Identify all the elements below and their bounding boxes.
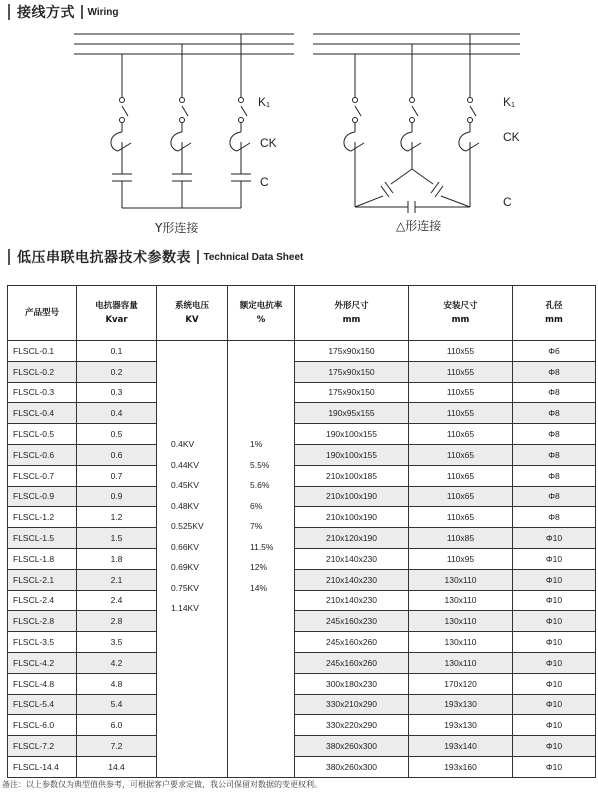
- cell-hole-diameter: Φ10: [513, 715, 596, 736]
- cell-install-size: 193x140: [409, 736, 513, 757]
- delta-capacitor-triangle: [355, 169, 470, 213]
- table-row: [8, 444, 596, 465]
- cell-hole-diameter: Φ10: [513, 652, 596, 673]
- table-row: [8, 694, 596, 715]
- cell-capacity: 2.1: [77, 569, 157, 590]
- cell-outline-size: 380x260x300: [295, 736, 409, 757]
- cell-outline-size: 210x140x230: [295, 569, 409, 590]
- cell-capacity: 0.4: [77, 403, 157, 424]
- header-reactance: 额定电抗率 %: [228, 286, 295, 341]
- table-row: [8, 673, 596, 694]
- reactance-value: 12%: [250, 562, 268, 572]
- y-caption: Y形连接: [155, 221, 199, 235]
- cell-capacity: 3.5: [77, 632, 157, 653]
- table-row: [8, 736, 596, 757]
- cell-capacity: 14.4: [77, 756, 157, 777]
- title-bar: [8, 249, 10, 265]
- cell-outline-size: 380x260x300: [295, 756, 409, 777]
- cell-install-size: 110x55: [409, 403, 513, 424]
- y-label-ck: CK: [260, 136, 277, 150]
- cell-capacity: 0.5: [77, 424, 157, 445]
- cell-capacity: 4.2: [77, 652, 157, 673]
- cell-hole-diameter: Φ10: [513, 673, 596, 694]
- cell-model: FLSCL-0.1: [8, 341, 77, 362]
- cell-model: FLSCL-4.8: [8, 673, 77, 694]
- header-voltage: 系统电压 KV: [157, 286, 228, 341]
- table-row: [8, 486, 596, 507]
- table-row: [8, 528, 596, 549]
- cell-capacity: 2.8: [77, 611, 157, 632]
- y-busbar: [74, 34, 294, 54]
- cell-hole-diameter: Φ8: [513, 465, 596, 486]
- title-separator: [81, 5, 83, 19]
- cell-outline-size: 210x100x185: [295, 465, 409, 486]
- cell-hole-diameter: Φ10: [513, 694, 596, 715]
- delta-label-k: K₁: [503, 95, 516, 109]
- cell-capacity: 6.0: [77, 715, 157, 736]
- table-row: [8, 611, 596, 632]
- header-install-size: 安装尺寸 mm: [409, 286, 513, 341]
- cell-model: FLSCL-2.4: [8, 590, 77, 611]
- delta-branch-3: [459, 34, 479, 207]
- voltage-value: 0.48KV: [171, 500, 199, 511]
- cell-capacity: 0.7: [77, 465, 157, 486]
- cell-install-size: 110x95: [409, 548, 513, 569]
- cell-outline-size: 190x95x155: [295, 403, 409, 424]
- cell-install-size: 110x55: [409, 361, 513, 382]
- cell-model: FLSCL-5.4: [8, 694, 77, 715]
- reactance-value: 5.6%: [250, 480, 270, 490]
- cell-model: FLSCL-0.2: [8, 361, 77, 382]
- title-separator: [197, 250, 199, 264]
- header-capacity: 电抗器容量 Kvar: [77, 286, 157, 341]
- cell-hole-diameter: Φ8: [513, 403, 596, 424]
- cell-outline-size: 175x90x150: [295, 382, 409, 403]
- cell-hole-diameter: Φ8: [513, 424, 596, 445]
- cell-model: FLSCL-0.4: [8, 403, 77, 424]
- cell-outline-size: 300x180x230: [295, 673, 409, 694]
- delta-busbar: [313, 34, 520, 54]
- cell-install-size: 193x130: [409, 694, 513, 715]
- reactance-value: 11.5%: [250, 541, 274, 552]
- cell-hole-diameter: Φ8: [513, 486, 596, 507]
- cell-capacity: 0.3: [77, 382, 157, 403]
- cell-install-size: 110x65: [409, 465, 513, 486]
- cell-install-size: 110x65: [409, 486, 513, 507]
- delta-caption: △形连接: [396, 219, 442, 233]
- voltage-value: 0.44KV: [171, 459, 199, 470]
- delta-label-c: C: [503, 195, 512, 209]
- cell-install-size: 170x120: [409, 673, 513, 694]
- cell-install-size: 193x160: [409, 756, 513, 777]
- cell-reactance-rate: [228, 341, 295, 778]
- reactance-value: 5.5%: [250, 459, 270, 470]
- cell-capacity: 2.4: [77, 590, 157, 611]
- section-title-table: [0, 247, 303, 267]
- table-row: [8, 632, 596, 653]
- y-branch-2: [171, 44, 192, 208]
- cell-install-size: 130x110: [409, 652, 513, 673]
- cell-outline-size: 210x120x190: [295, 528, 409, 549]
- table-row: [8, 590, 596, 611]
- cell-outline-size: 330x220x290: [295, 715, 409, 736]
- cell-model: FLSCL-4.2: [8, 652, 77, 673]
- table-row: [8, 403, 596, 424]
- reactance-value: 6%: [250, 500, 263, 511]
- cell-model: FLSCL-7.2: [8, 736, 77, 757]
- cell-model: FLSCL-2.8: [8, 611, 77, 632]
- cell-hole-diameter: Φ6: [513, 341, 596, 362]
- cell-hole-diameter: Φ8: [513, 361, 596, 382]
- table-row: [8, 382, 596, 403]
- header-model: 产品型号: [8, 286, 77, 341]
- voltage-value: 1.14KV: [171, 603, 199, 613]
- cell-capacity: 0.9: [77, 486, 157, 507]
- cell-outline-size: 245x160x230: [295, 611, 409, 632]
- table-row: [8, 756, 596, 777]
- cell-model: FLSCL-6.0: [8, 715, 77, 736]
- cell-capacity: 1.5: [77, 528, 157, 549]
- cell-model: FLSCL-0.5: [8, 424, 77, 445]
- voltage-value: 0.66KV: [171, 541, 199, 552]
- voltage-value: 0.69KV: [171, 562, 199, 572]
- cell-hole-diameter: Φ10: [513, 528, 596, 549]
- table-row: [8, 715, 596, 736]
- cell-install-size: 130x110: [409, 590, 513, 611]
- title-bar: [8, 4, 10, 20]
- cell-model: FLSCL-3.5: [8, 632, 77, 653]
- table-row: [8, 548, 596, 569]
- cell-install-size: 130x110: [409, 632, 513, 653]
- cell-capacity: 0.6: [77, 444, 157, 465]
- cell-outline-size: 330x210x290: [295, 694, 409, 715]
- reactance-value: 14%: [250, 582, 268, 593]
- cell-outline-size: 210x100x190: [295, 486, 409, 507]
- cell-capacity: 7.2: [77, 736, 157, 757]
- cell-outline-size: 210x100x190: [295, 507, 409, 528]
- cell-hole-diameter: Φ10: [513, 611, 596, 632]
- table-row: [8, 424, 596, 445]
- table-row: [8, 507, 596, 528]
- cell-outline-size: 175x90x150: [295, 341, 409, 362]
- y-branch-1: [111, 54, 132, 208]
- cell-install-size: 110x85: [409, 528, 513, 549]
- cell-install-size: 130x110: [409, 611, 513, 632]
- table-row: [8, 361, 596, 382]
- cell-install-size: 130x110: [409, 569, 513, 590]
- voltage-value: 0.45KV: [171, 480, 199, 490]
- cell-hole-diameter: Φ8: [513, 507, 596, 528]
- cell-hole-diameter: Φ10: [513, 632, 596, 653]
- header-hole-diameter: 孔径 mm: [513, 286, 596, 341]
- cell-outline-size: 245x160x260: [295, 652, 409, 673]
- cell-model: FLSCL-0.9: [8, 486, 77, 507]
- cell-hole-diameter: Φ10: [513, 736, 596, 757]
- delta-branch-1: [344, 54, 364, 207]
- cell-model: FLSCL-0.6: [8, 444, 77, 465]
- technical-data-table: [7, 285, 596, 778]
- cell-model: FLSCL-14.4: [8, 756, 77, 777]
- cell-hole-diameter: Φ10: [513, 590, 596, 611]
- cell-hole-diameter: Φ10: [513, 756, 596, 777]
- header-outline-size: 外形尺寸 mm: [295, 286, 409, 341]
- footer-note: 备注：以上参数仅为典型值供参考，可根据客户要求定做，我公司保留对数据的变更权利。: [2, 780, 322, 789]
- section-title-en: Wiring: [87, 6, 119, 18]
- cell-outline-size: 245x160x260: [295, 632, 409, 653]
- reactance-value: 7%: [250, 521, 263, 531]
- cell-capacity: 1.2: [77, 507, 157, 528]
- cell-system-voltage: [157, 341, 228, 778]
- cell-capacity: 5.4: [77, 694, 157, 715]
- cell-model: FLSCL-0.7: [8, 465, 77, 486]
- cell-outline-size: 190x100x155: [295, 424, 409, 445]
- cell-model: FLSCL-2.1: [8, 569, 77, 590]
- voltage-value: 0.525KV: [171, 521, 204, 531]
- cell-capacity: 4.8: [77, 673, 157, 694]
- reactance-value: 1%: [250, 439, 263, 449]
- cell-install-size: 110x55: [409, 382, 513, 403]
- cell-install-size: 110x65: [409, 444, 513, 465]
- cell-install-size: 110x55: [409, 341, 513, 362]
- voltage-value: 0.4KV: [171, 439, 195, 449]
- cell-outline-size: 190x100x155: [295, 444, 409, 465]
- section-title-en: Technical Data Sheet: [203, 251, 304, 263]
- cell-model: FLSCL-1.8: [8, 548, 77, 569]
- table-header-row: [8, 286, 596, 341]
- cell-hole-diameter: Φ10: [513, 548, 596, 569]
- cell-install-size: 193x130: [409, 715, 513, 736]
- delta-branch-2: [401, 44, 421, 169]
- cell-capacity: 1.8: [77, 548, 157, 569]
- cell-model: FLSCL-1.2: [8, 507, 77, 528]
- y-label-c: C: [260, 175, 269, 189]
- y-branch-3: [230, 34, 251, 208]
- cell-hole-diameter: Φ8: [513, 382, 596, 403]
- wiring-diagrams: [0, 24, 598, 239]
- cell-model: FLSCL-1.5: [8, 528, 77, 549]
- cell-capacity: 0.1: [77, 341, 157, 362]
- cell-hole-diameter: Φ8: [513, 444, 596, 465]
- section-title-cn: 接线方式: [17, 5, 75, 21]
- table-row: [8, 652, 596, 673]
- voltage-value: 0.75KV: [171, 582, 199, 593]
- table-row: [8, 569, 596, 590]
- cell-outline-size: 175x90x150: [295, 361, 409, 382]
- delta-label-ck: CK: [503, 130, 520, 144]
- cell-install-size: 110x65: [409, 507, 513, 528]
- cell-capacity: 0.2: [77, 361, 157, 382]
- table-row: [8, 341, 596, 362]
- section-title-wiring: [0, 2, 119, 22]
- cell-model: FLSCL-0.3: [8, 382, 77, 403]
- table-row: [8, 465, 596, 486]
- cell-outline-size: 210x140x230: [295, 590, 409, 611]
- section-title-cn: 低压串联电抗器技术参数表: [17, 250, 191, 266]
- cell-install-size: 110x65: [409, 424, 513, 445]
- cell-outline-size: 210x140x230: [295, 548, 409, 569]
- cell-hole-diameter: Φ10: [513, 569, 596, 590]
- y-label-k: K₁: [258, 95, 271, 109]
